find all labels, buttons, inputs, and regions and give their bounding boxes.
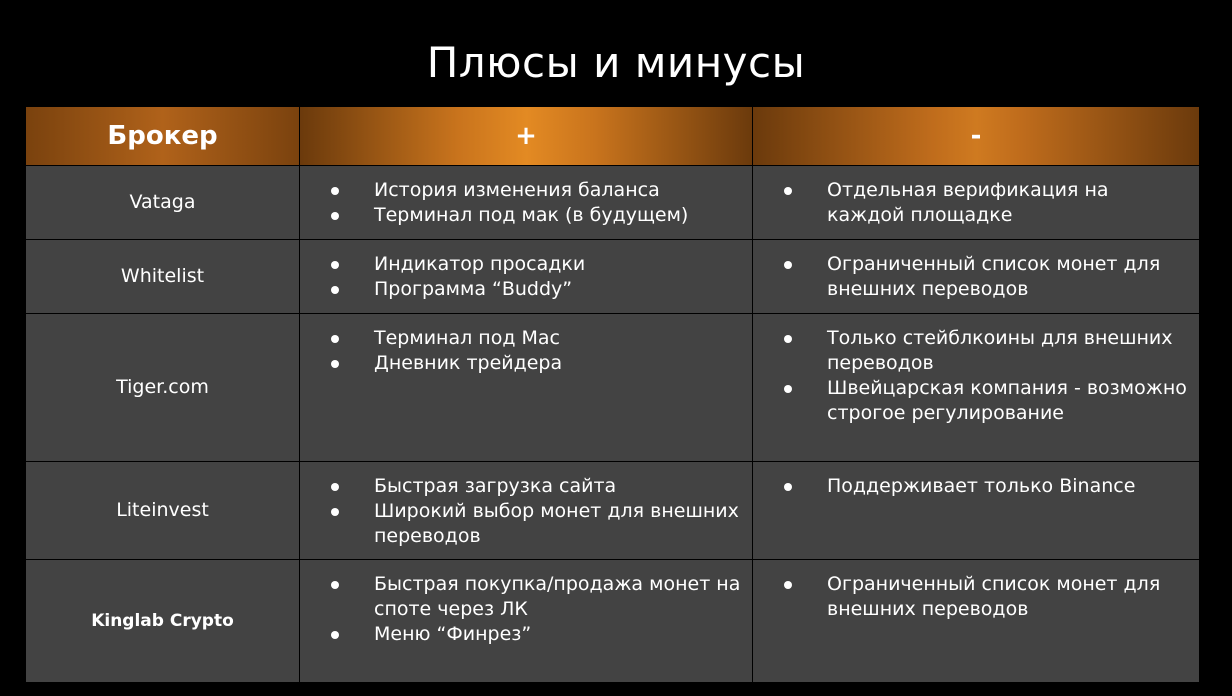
list-item bbox=[753, 474, 1189, 499]
header-broker: Брокер bbox=[26, 107, 300, 166]
broker-name: Vataga bbox=[26, 166, 300, 240]
list-item bbox=[753, 572, 1189, 622]
table-row bbox=[26, 314, 1200, 462]
table-row bbox=[26, 240, 1200, 314]
bullet-icon bbox=[331, 187, 339, 195]
list-item bbox=[300, 499, 742, 549]
bullet-icon bbox=[784, 335, 792, 343]
bullet-icon bbox=[331, 581, 339, 589]
table-row bbox=[26, 462, 1200, 560]
bullet-icon bbox=[331, 483, 339, 491]
list-item-text: Швейцарская компания - возможно строгое регулирование bbox=[827, 377, 1187, 424]
bullet-icon bbox=[784, 187, 792, 195]
list-item-text: Поддерживает только Binance bbox=[827, 475, 1136, 497]
plus-cell bbox=[300, 240, 753, 314]
list-item bbox=[300, 252, 742, 277]
list-item-text: Программа “Buddy” bbox=[374, 278, 573, 300]
bullet-icon bbox=[784, 261, 792, 269]
broker-name: Whitelist bbox=[26, 240, 300, 314]
list-item-text: Широкий выбор монет для внешних переводов bbox=[374, 500, 739, 547]
broker-name: Tiger.com bbox=[26, 314, 300, 462]
list-item bbox=[753, 252, 1189, 302]
broker-name: Kinglab Crypto bbox=[26, 560, 300, 683]
plus-cell bbox=[300, 166, 753, 240]
minus-cell bbox=[753, 560, 1200, 683]
list-item bbox=[300, 572, 742, 622]
comparison-table bbox=[25, 106, 1200, 683]
minus-cell bbox=[753, 240, 1200, 314]
list-item-text: Дневник трейдера bbox=[374, 352, 563, 374]
table-header-row bbox=[26, 107, 1200, 166]
list-item bbox=[300, 326, 742, 351]
list-item-text: Только стейблкоины для внешних переводов bbox=[827, 327, 1173, 374]
bullet-icon bbox=[331, 261, 339, 269]
list-item-text: Ограниченный список монет для внешних переводов bbox=[827, 573, 1161, 620]
list-item bbox=[753, 178, 1189, 228]
bullet-icon bbox=[331, 335, 339, 343]
list-item-text: Быстрая загрузка сайта bbox=[374, 475, 617, 497]
list-item-text: Терминал под Mac bbox=[374, 327, 560, 349]
table-row bbox=[26, 166, 1200, 240]
list-item-text: Индикатор просадки bbox=[374, 253, 586, 275]
list-item bbox=[300, 622, 742, 647]
bullet-icon bbox=[331, 631, 339, 639]
plus-cell bbox=[300, 462, 753, 560]
bullet-icon bbox=[784, 385, 792, 393]
bullet-icon bbox=[331, 360, 339, 368]
list-item-text: Ограниченный список монет для внешних переводов bbox=[827, 253, 1161, 300]
plus-cell bbox=[300, 560, 753, 683]
minus-cell bbox=[753, 462, 1200, 560]
minus-cell bbox=[753, 314, 1200, 462]
list-item-text: Меню “Финрез” bbox=[374, 623, 532, 645]
list-item bbox=[753, 326, 1189, 376]
list-item bbox=[300, 351, 742, 376]
list-item-text: Быстрая покупка/продажа монет на споте через ЛК bbox=[374, 573, 741, 620]
list-item bbox=[300, 474, 742, 499]
table-row bbox=[26, 560, 1200, 683]
list-item bbox=[753, 376, 1189, 426]
list-item-text: Терминал под мак (в будущем) bbox=[374, 204, 689, 226]
list-item bbox=[300, 203, 742, 228]
slide-title: Плюсы и минусы bbox=[426, 38, 806, 87]
list-item bbox=[300, 277, 742, 302]
list-item bbox=[300, 178, 742, 203]
header-minus: - bbox=[753, 107, 1200, 166]
bullet-icon bbox=[784, 581, 792, 589]
bullet-icon bbox=[784, 483, 792, 491]
list-item-text: Отдельная верификация на каждой площадке bbox=[827, 179, 1109, 226]
bullet-icon bbox=[331, 286, 339, 294]
minus-cell bbox=[753, 166, 1200, 240]
bullet-icon bbox=[331, 212, 339, 220]
plus-cell bbox=[300, 314, 753, 462]
bullet-icon bbox=[331, 508, 339, 516]
header-plus: + bbox=[300, 107, 753, 166]
broker-name: Liteinvest bbox=[26, 462, 300, 560]
list-item-text: История изменения баланса bbox=[374, 179, 660, 201]
